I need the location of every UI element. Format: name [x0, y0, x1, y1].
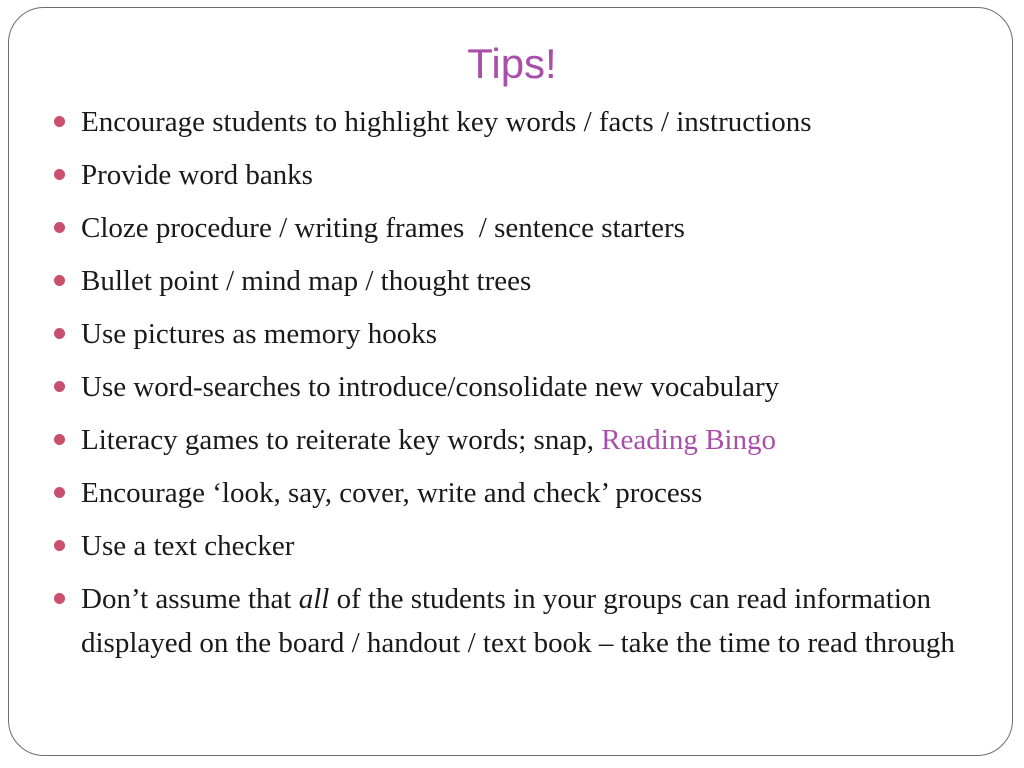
- bullet-list: [50, 100, 970, 674]
- bullet-dot-icon: [54, 540, 65, 551]
- bullet-text: Don’t assume that: [81, 583, 299, 615]
- bullet-text: Use word-searches to introduce/consolidate new vocabulary: [81, 371, 780, 403]
- bullet-dot-icon: [54, 169, 65, 180]
- bullet-dot-icon: [54, 116, 65, 127]
- bullet-dot-icon: [54, 275, 65, 286]
- bullet-text: Use a text checker: [81, 530, 295, 562]
- list-item: [50, 365, 970, 409]
- bullet-text: Use pictures as memory hooks: [81, 318, 437, 350]
- list-item: [50, 524, 970, 568]
- slide-title: Tips!: [467, 40, 557, 87]
- bullet-text: Bullet point / mind map / thought trees: [81, 265, 532, 297]
- bullet-dot-icon: [54, 434, 65, 445]
- bullet-dot-icon: [54, 222, 65, 233]
- emphasis-text: all: [298, 583, 330, 615]
- list-item: [50, 577, 970, 665]
- bullet-dot-icon: [54, 487, 65, 498]
- list-item: [50, 206, 970, 250]
- list-item: [50, 100, 970, 144]
- list-item: [50, 418, 970, 462]
- bullet-text: Provide word banks: [81, 159, 313, 191]
- bullet-text-continued: of the students in your groups can read information displayed on the board / handout / text book – take the time to read through: [81, 583, 955, 659]
- bullet-dot-icon: [54, 593, 65, 604]
- list-item: [50, 471, 970, 515]
- list-item: [50, 312, 970, 356]
- list-item: [50, 153, 970, 197]
- bullet-dot-icon: [54, 328, 65, 339]
- bullet-dot-icon: [54, 381, 65, 392]
- reading-bingo-link[interactable]: Reading Bingo: [601, 424, 776, 456]
- list-item: [50, 259, 970, 303]
- bullet-text: Encourage students to highlight key words / facts / instructions: [81, 106, 812, 138]
- bullet-text: Cloze procedure / writing frames / sentence starters: [81, 212, 685, 244]
- bullet-text: Literacy games to reiterate key words; snap,: [81, 424, 602, 456]
- bullet-text: Encourage ‘look, say, cover, write and check’ process: [81, 477, 703, 509]
